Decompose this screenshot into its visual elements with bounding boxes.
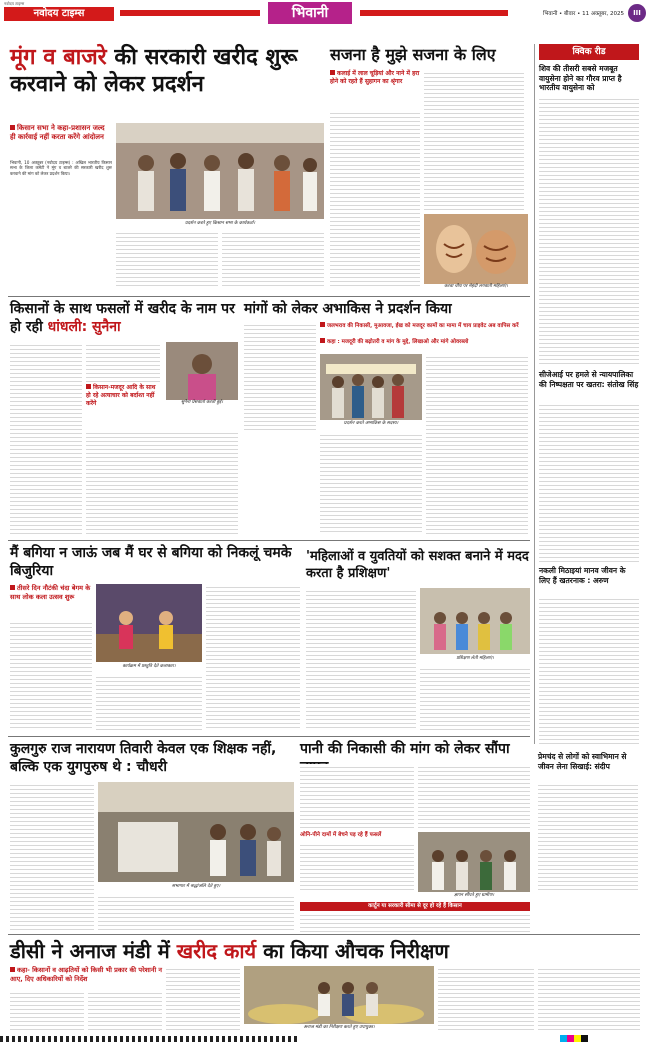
cyan-swatch bbox=[560, 1035, 567, 1042]
story9-headline-red: खरीद कार्य bbox=[176, 939, 257, 963]
bullet-icon bbox=[10, 585, 15, 590]
quick-read-item3-body bbox=[539, 596, 639, 744]
quick-read-item1-head: शिव की तीसरी सबसे मजबूत वायुसेना होने का गौरव प्राप्त है भारतीय वायुसेना को bbox=[539, 64, 622, 92]
story9-photo-caption: अनाज मंडी का निरीक्षण करते हुए उपायुक्त। bbox=[303, 1025, 375, 1030]
story2-headline: सजना है मुझे सजना के लिए bbox=[330, 45, 496, 64]
speaker-photo-icon bbox=[166, 342, 238, 400]
story4-bullet1-text: जलभराव की निकासी, मुआवजा, ईख को मजदूर कामों का मामा में चाय प्राइवेट अब वापिस करें bbox=[327, 323, 519, 329]
bullet-icon bbox=[86, 384, 91, 389]
story1-photo bbox=[116, 123, 324, 219]
story4-headline: मांगों को लेकर अभाकिस ने प्रदर्शन किया bbox=[244, 301, 452, 317]
masthead-stripe-right bbox=[360, 10, 508, 16]
training-photo-icon bbox=[420, 588, 530, 654]
protest-photo-icon bbox=[116, 123, 324, 219]
divider bbox=[8, 934, 640, 935]
quick-read-item4-head: प्रेमचंद से लोगों को स्वाभिमान से जीवन लेना सिखाई: संदीप bbox=[538, 752, 627, 771]
story3-headline-red: धांधली: सुनैना bbox=[47, 319, 121, 335]
masthead bbox=[0, 0, 650, 26]
story2-sub-text: कलाई में लाल चूड़ियां और नाने में हरा होने को रहते हैं सुहागन का श्रृंगार bbox=[330, 70, 420, 85]
story7-photo bbox=[98, 782, 294, 882]
magenta-swatch bbox=[567, 1035, 574, 1042]
story9-subheadline bbox=[10, 966, 162, 983]
story3-subheadline bbox=[86, 384, 162, 408]
bullet-icon bbox=[320, 322, 325, 327]
story5-body-col2 bbox=[96, 674, 202, 730]
story1-dateline: भिवानी, 10 अक्तूबर (नवोदय टाइम्स) : अखिल भारतीय किसान सभा के जिला कमेटी ने मूंग व बाजरे की सरकारी खरीद शुरू करवाने की मांग को लेकर प्रदर्शन किया। bbox=[10, 160, 112, 176]
story3-photo bbox=[166, 342, 238, 400]
story7-body-col2 bbox=[98, 894, 294, 932]
story4-photo-caption: प्रदर्शन करते अभाकिस के सदस्य। bbox=[343, 421, 399, 426]
story5-subheadline bbox=[10, 584, 94, 601]
story7-body-col1 bbox=[10, 782, 94, 932]
story3-headline-plain: किसानों के साथ फसलों में खरीद के नाम पर हो रही bbox=[10, 301, 235, 335]
story3-sub-text: किसान-मजदूर आदि के साथ हो रहे अत्याचार को बर्दाश्त नहीं करेंगे bbox=[86, 384, 156, 407]
story9-photo bbox=[244, 966, 434, 1024]
story6-photo-caption: प्रशिक्षण लेती महिलाएं। bbox=[456, 656, 494, 661]
story6-body-col1 bbox=[306, 588, 416, 730]
story8-box-title: ओनि-पीने दामों में बेचने पड़ रहे हैं फसलें bbox=[300, 832, 382, 838]
story9-headline-plain2: का किया औचक निरीक्षण bbox=[263, 939, 449, 963]
registration-stripe bbox=[0, 1036, 300, 1042]
black-swatch bbox=[581, 1035, 588, 1042]
bullet-icon bbox=[10, 125, 15, 130]
story5-headline: मैं बगिया न जाऊं जब मैं घर से बगिया को निकलूं चमके बिजुरिया bbox=[10, 545, 292, 579]
story9-body-col5 bbox=[538, 966, 640, 1032]
story4-bullet1 bbox=[320, 322, 528, 330]
section-label: भिवानी bbox=[268, 2, 352, 24]
divider bbox=[8, 540, 530, 541]
mehendi-photo-icon bbox=[424, 214, 528, 284]
story9-body-col2 bbox=[88, 990, 162, 1032]
story1-body-col2 bbox=[116, 230, 218, 288]
quick-read-sidebar bbox=[534, 44, 640, 744]
story1-headline bbox=[10, 44, 315, 98]
story1-headline-red: मूंग व बाजरे bbox=[10, 45, 107, 70]
story1-sub-text: किसान सभा ने कहा-प्रशासन जल्द ही कार्रवाई नहीं करता करेंगे आंदोलन bbox=[10, 124, 105, 141]
story3-body-col1 bbox=[10, 342, 82, 537]
story6-body-col2 bbox=[420, 666, 530, 730]
story5-photo-caption: कार्यक्रम में प्रस्तुति देते कलाकार। bbox=[122, 664, 176, 669]
bullet-icon bbox=[330, 70, 335, 75]
story1-subheadline bbox=[10, 124, 112, 142]
story4-body-col2 bbox=[426, 354, 528, 534]
yellow-swatch bbox=[574, 1035, 581, 1042]
story5-sub-text: तीसरे दिन नौटंकी चंदा बेगम के साथ लोक कला उत्सव शुरू bbox=[10, 584, 91, 601]
quick-read-item4-body bbox=[538, 782, 638, 892]
story8-photo-caption: ज्ञापन सौंपते हुए ग्रामीण। bbox=[453, 893, 495, 898]
story6-photo bbox=[420, 588, 530, 654]
divider bbox=[8, 296, 530, 297]
story1-photo-caption: प्रदर्शन करते हुए किसान सभा के कार्यकर्ता। bbox=[184, 221, 256, 226]
story8-box-body bbox=[300, 842, 414, 892]
story4-photo bbox=[320, 354, 422, 420]
hall-photo-icon bbox=[98, 782, 294, 882]
story2-subheadline bbox=[330, 70, 422, 86]
memorandum-photo-icon bbox=[418, 832, 530, 892]
grain-market-photo-icon bbox=[244, 966, 434, 1024]
paper-logo: नवोदय टाइम्स bbox=[4, 7, 114, 21]
story2-body-col1 bbox=[330, 110, 420, 288]
quick-read-item2-head: सीजेआई पर हमले से न्यायपालिका की निष्पक्षता पर खतरा: संतोख सिंह bbox=[539, 370, 639, 389]
story3-body-col2 bbox=[86, 342, 160, 382]
stage-photo-icon bbox=[96, 584, 202, 662]
story3-photo-caption: सुनैना प्रेसवार्ता करती हुई। bbox=[181, 400, 223, 405]
protest-group-photo-icon bbox=[320, 354, 422, 420]
page-number: III bbox=[628, 4, 646, 22]
story4-bullet2 bbox=[320, 338, 528, 346]
story9-body-col3 bbox=[166, 966, 240, 1032]
story2-photo bbox=[424, 214, 528, 284]
story9-body-col4 bbox=[438, 966, 534, 1032]
bullet-icon bbox=[10, 967, 15, 972]
story8-body-col3 bbox=[300, 912, 530, 932]
story8-photo bbox=[418, 832, 530, 892]
story2-photo-caption: करवा चौथ पर मेहंदी लगवाती महिलाएं। bbox=[444, 284, 508, 289]
bullet-icon bbox=[320, 338, 325, 343]
quick-read-item2-body bbox=[539, 402, 639, 562]
story9-body-col1 bbox=[10, 990, 84, 1032]
paper-tag: नवोदय टाइम्स bbox=[4, 1, 25, 6]
story1-body-col1 bbox=[10, 160, 112, 288]
story7-headline: कुलगुरु राज नारायण तिवारी केवल एक शिक्षक नहीं, बल्कि एक युगपुरुष थे : चौधरी bbox=[10, 741, 277, 775]
cmyk-swatches bbox=[560, 1035, 588, 1042]
center-notice-bar: कार्टून या सरकारी सीमा से दूर हो रहे हैं किसान bbox=[300, 902, 530, 911]
story4-body-col1 bbox=[244, 322, 316, 432]
story9-sub-text: कहा- किसानों व आढ़तियों को किसी भी प्रकार की परेशानी न आए, दिए अधिकारियों को निर्देश bbox=[10, 966, 162, 983]
quick-read-item1-body bbox=[539, 96, 639, 364]
story6-headline: 'महिलाओं व युवतियों को सशक्त बनाने में मदद करता है प्रशिक्षण' bbox=[306, 549, 529, 581]
story5-photo bbox=[96, 584, 202, 662]
story9-headline-plain1: डीसी ने अनाज मंडी में bbox=[10, 939, 170, 963]
story3-body-col3 bbox=[86, 430, 238, 537]
story8-headline: पानी की निकासी की मांग को लेकर सौंपा bbox=[300, 741, 510, 757]
story7-photo-caption: सभागार में श्रद्धांजलि देते हुए। bbox=[171, 884, 221, 889]
story8-body-col2 bbox=[418, 764, 530, 830]
quick-read-title: क्विक रीड bbox=[539, 44, 639, 60]
quick-read-item3-head: नकली मिठाइयां मानव जीवन के लिए हैं खतरनाक : अरुण bbox=[539, 566, 626, 585]
story2-body-col2 bbox=[424, 70, 524, 210]
masthead-stripe bbox=[120, 10, 260, 16]
story9-headline bbox=[10, 938, 640, 964]
story3-headline bbox=[10, 300, 240, 336]
story8-body-col1 bbox=[300, 764, 414, 830]
story5-body-col3 bbox=[206, 584, 300, 730]
story5-body-col1 bbox=[10, 620, 92, 730]
story1-headline-rest: की सरकारी खरीद शुरू करवाने को लेकर प्रदर्शन bbox=[10, 45, 298, 97]
story1-body-col3 bbox=[222, 230, 324, 288]
date-line: भिवानी • बीवार • 11 अक्तूबर, 2025 bbox=[543, 11, 624, 17]
story4-bullet2-text: कहा : मजदूरी की बढ़ोतरी व मांग के मुद्दे, लिखाओ और मांगे ओवरब्लो bbox=[327, 339, 469, 345]
story4-body-col3 bbox=[320, 432, 422, 534]
divider bbox=[8, 736, 530, 737]
